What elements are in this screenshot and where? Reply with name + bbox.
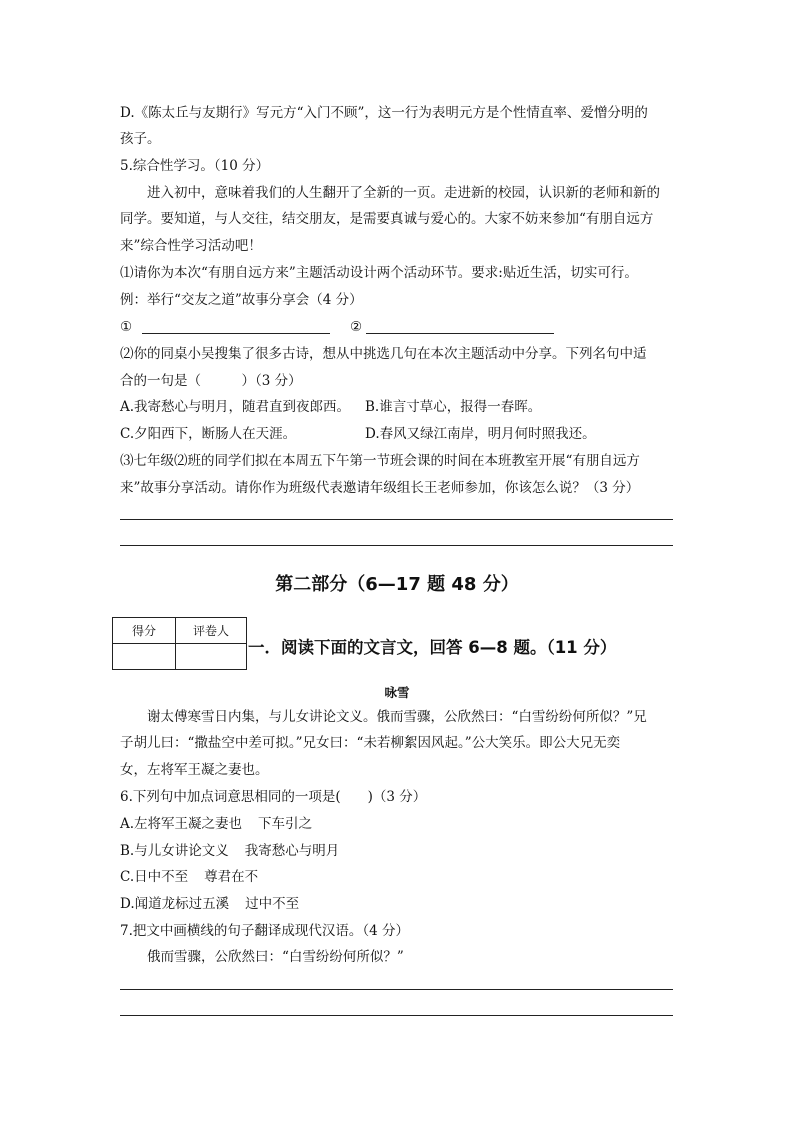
- q4-option-d-line1: D.《陈太丘与友期行》写元方“入门不顾”，这一行为表明元方是个性情直率、爱憎分明的: [120, 105, 648, 121]
- q5-sub2-line2: 合的一句是（ ）（3 分）: [120, 373, 302, 389]
- passage-line2: 子胡儿曰：“撒盐空中差可拟。”兄女曰：“未若柳絮因风起。”公大笑乐。即公大兄无奕: [120, 735, 621, 751]
- q5-sub1-line1: ⑴请你为本次“有朋自远方来”主题活动设计两个活动环节。要求:贴近生活，切实可行。: [120, 265, 638, 281]
- part2-title: 第二部分（6—17 题 48 分）: [275, 574, 519, 595]
- grader-header: 评卷人: [176, 618, 247, 644]
- q5-sub3-line1: ⑶七年级⑵班的同学们拟在本周五下午第一节班会课的时间在本班教室开展“有朋自远方: [120, 453, 640, 469]
- q6-option-a: [120, 815, 680, 833]
- q5-option-d: D.春风又绿江南岸，明月何时照我还。: [365, 426, 596, 442]
- q5-sub3-line2: 来”故事分享活动。请你作为班级代表邀请年级组长王老师参加，你该怎么说？（3 分）: [120, 480, 640, 496]
- q5-intro-line2: 同学。要知道，与人交往，结交朋友，是需要真诚与爱心的。大家不妨来参加“有朋自远方: [120, 211, 654, 227]
- q5-blank1-mark: ①: [120, 319, 133, 335]
- q5-blank2-mark: ②: [350, 319, 363, 335]
- q6-option-b: [120, 842, 680, 860]
- score-cell[interactable]: [113, 644, 176, 670]
- q6-option-d-left: D.闻道龙标过五溪: [120, 896, 230, 912]
- q5-intro-line1: 进入初中，意味着我们的人生翻开了全新的一页。走进新的校园，认识新的老师和新的: [147, 185, 660, 201]
- q5-sub1-line2: 例：举行“交友之道”故事分享会（4 分）: [120, 292, 363, 308]
- q5-sub2-line1: ⑵你的同桌小吴搜集了很多古诗，想从中挑选几句在本次主题活动中分享。下列名句中适: [120, 346, 647, 362]
- grader-cell[interactable]: [176, 644, 247, 670]
- q5-answer-line-2[interactable]: [120, 545, 673, 546]
- q6-option-b-right: 我寄愁心与明月: [244, 843, 340, 859]
- q7-heading: 7.把文中画横线的句子翻译成现代汉语。（4 分）: [120, 923, 410, 939]
- q6-option-d: [120, 895, 680, 913]
- q6-option-c-right: 尊君在不: [204, 869, 259, 885]
- q4-option-d-line2: 孩子。: [120, 131, 161, 147]
- q5-heading: 5.综合性学习。（10 分）: [120, 158, 270, 174]
- q5-intro-line3: 来”综合性学习活动吧！: [120, 238, 262, 254]
- q6-option-b-left: B.与儿女讲论文义: [120, 843, 229, 859]
- q6-option-a-left: A.左将军王凝之妻也: [120, 816, 243, 832]
- q6-option-d-right: 过中不至: [245, 896, 300, 912]
- section-heading: 一．阅读下面的文言文，回答 6—8 题。（11 分）: [248, 638, 617, 657]
- q5-answer-blank-1[interactable]: [142, 333, 330, 334]
- poem-title: 咏雪: [384, 685, 410, 700]
- q6-option-c-left: C.日中不至: [120, 869, 189, 885]
- passage-line1: 谢太傅寒雪日内集，与儿女讲论文义。俄而雪骤，公欣然曰：“白雪纷纷何所似？”兄: [147, 709, 647, 725]
- q6-option-c: [120, 868, 680, 886]
- q6-heading: 6.下列句中加点词意思相同的一项是( )（3 分）: [120, 789, 427, 805]
- passage-line3: 女，左将军王凝之妻也。: [120, 762, 269, 778]
- q7-answer-line-1[interactable]: [120, 989, 673, 990]
- score-header: 得分: [113, 618, 176, 644]
- q5-option-c: C.夕阳西下，断肠人在天涯。: [120, 426, 297, 442]
- score-table: [112, 617, 247, 670]
- q7-answer-line-2[interactable]: [120, 1015, 673, 1016]
- q7-sentence: 俄而雪骤，公欣然曰：“白雪纷纷何所似？”: [147, 949, 404, 965]
- q5-answer-blank-2[interactable]: [366, 333, 554, 334]
- q6-option-a-right: 下车引之: [258, 816, 313, 832]
- q5-answer-line-1[interactable]: [120, 519, 673, 520]
- q5-option-a: A.我寄愁心与明月，随君直到夜郎西。: [120, 399, 351, 415]
- q5-option-b: B.谁言寸草心，报得一春晖。: [365, 399, 542, 415]
